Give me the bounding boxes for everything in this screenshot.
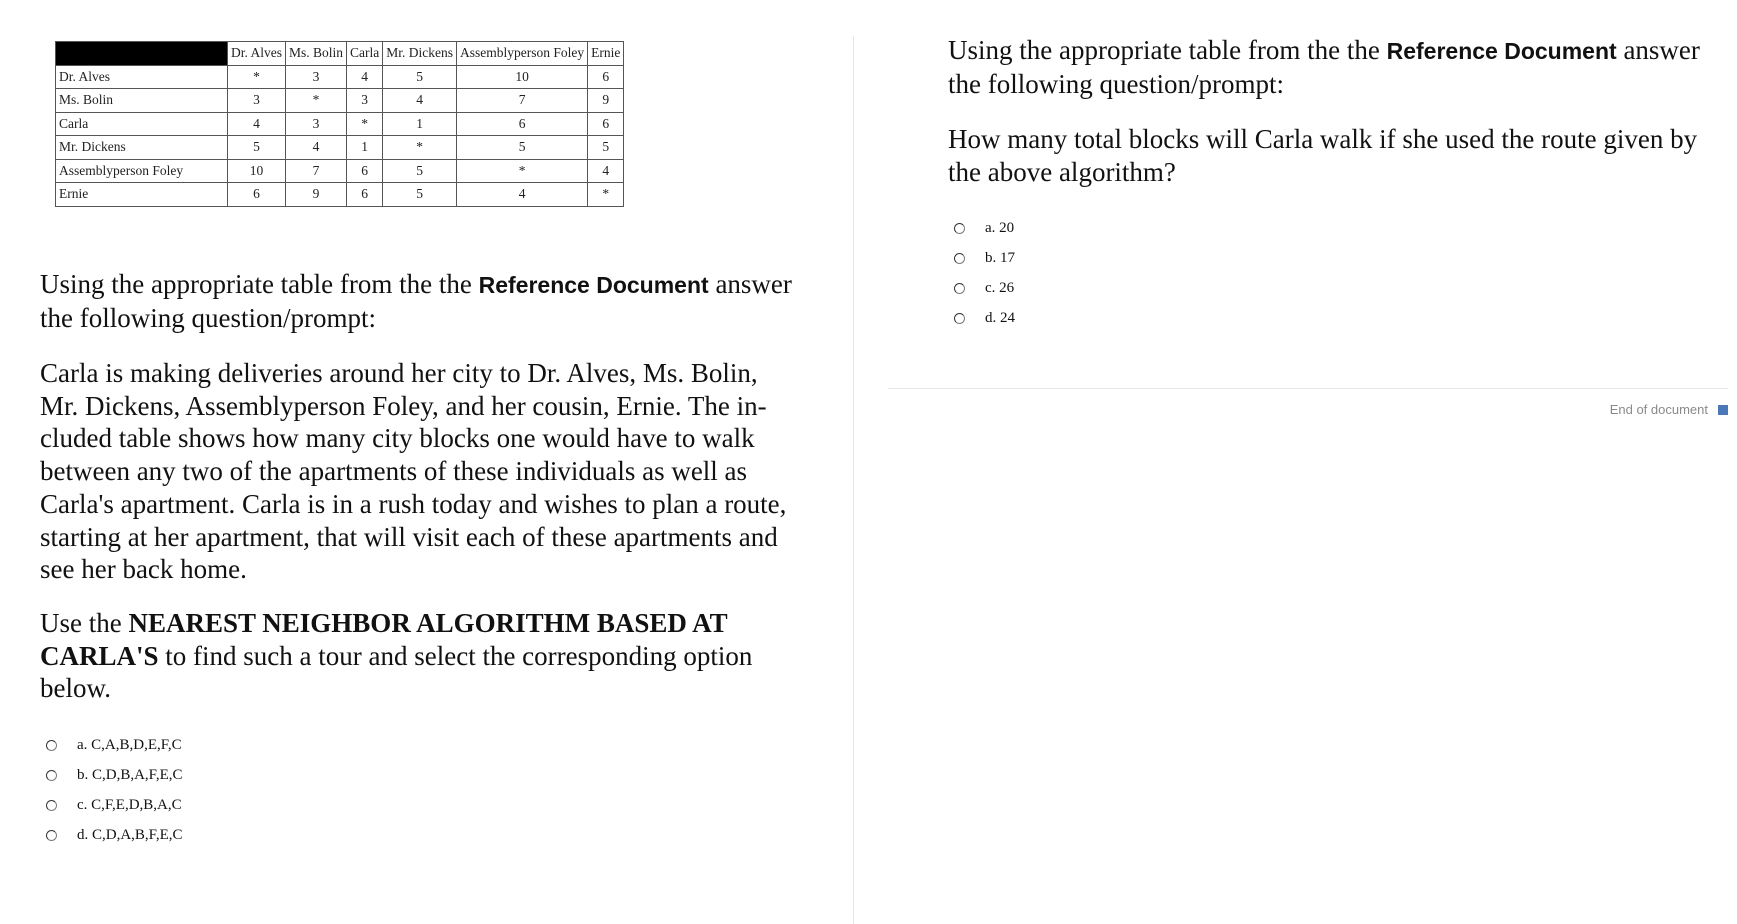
- table-cell: 4: [588, 159, 624, 183]
- table-row: [56, 183, 624, 207]
- prompt-text: Using the appropriate table from the the: [40, 269, 479, 299]
- section-divider: [888, 388, 1728, 389]
- table-cell: 4: [286, 136, 347, 160]
- row-label: Assemblyperson Foley: [56, 159, 228, 183]
- table-cell: 6: [347, 183, 383, 207]
- table-cell: 6: [228, 183, 286, 207]
- table-row: [56, 89, 624, 113]
- end-marker-icon: [1718, 405, 1728, 415]
- radio-button[interactable]: [46, 800, 57, 811]
- table-row: [56, 65, 624, 89]
- answer-option[interactable]: [954, 213, 1015, 243]
- option-label: b. 17: [985, 249, 1015, 266]
- table-cell: 10: [228, 159, 286, 183]
- option-label: c. 26: [985, 279, 1015, 296]
- row-label: Mr. Dickens: [56, 136, 228, 160]
- table-cell: 4: [347, 65, 383, 89]
- table-header: Mr. Dickens: [383, 42, 457, 66]
- table-row: [56, 112, 624, 136]
- table-cell: 4: [228, 112, 286, 136]
- left-options: [46, 730, 182, 850]
- prompt-text: Using the appropriate table from the the: [948, 35, 1387, 65]
- table-row: [56, 136, 624, 160]
- table-cell: 1: [383, 112, 457, 136]
- table-cell: *: [286, 89, 347, 113]
- table-cell: 7: [457, 89, 588, 113]
- option-label: c. C,F,E,D,B,A,C: [77, 796, 182, 813]
- table-cell: 10: [457, 65, 588, 89]
- answer-option[interactable]: [46, 760, 182, 790]
- option-label: b. C,D,B,A,F,E,C: [77, 766, 183, 783]
- question-line: Carla's apartment. Carla is in a rush today and wishes to plan a route,: [40, 488, 787, 519]
- table-cell: 1: [347, 136, 383, 160]
- left-prompt: [40, 268, 830, 335]
- row-label: Ernie: [56, 183, 228, 207]
- table-cell: 5: [383, 65, 457, 89]
- right-prompt: [948, 34, 1728, 101]
- row-label: Carla: [56, 112, 228, 136]
- prompt-text: answer the following question/prompt:: [948, 35, 1700, 99]
- table-cell: 5: [383, 183, 457, 207]
- option-label: a. C,A,B,D,E,F,C: [77, 736, 182, 753]
- column-divider: [853, 36, 854, 924]
- question-line: Mr. Dickens, Assemblyperson Foley, and her cousin, Ernie. The in-: [40, 390, 767, 421]
- question-line: starting at her apartment, that will visit each of these apartments and: [40, 521, 778, 552]
- table-header: Assemblyperson Foley: [457, 42, 588, 66]
- question-text: How many total blocks will Carla walk if she used the route given by the above algorithm?: [948, 124, 1698, 187]
- table-cell: *: [228, 65, 286, 89]
- radio-button[interactable]: [954, 253, 965, 264]
- table-cell: 3: [228, 89, 286, 113]
- table-cell: 6: [347, 159, 383, 183]
- instruction-text: Use the: [40, 608, 129, 638]
- table-cell: 9: [286, 183, 347, 207]
- table-cell: *: [347, 112, 383, 136]
- answer-option[interactable]: [954, 273, 1015, 303]
- right-options: [954, 213, 1015, 333]
- table-header: Ms. Bolin: [286, 42, 347, 66]
- table-header: Carla: [347, 42, 383, 66]
- row-label: Ms. Bolin: [56, 89, 228, 113]
- option-label: d. C,D,A,B,F,E,C: [77, 826, 183, 843]
- table-cell: 5: [457, 136, 588, 160]
- reference-document-label: Reference Document: [478, 272, 709, 298]
- option-label: d. 24: [985, 309, 1015, 326]
- table-cell: 6: [588, 65, 624, 89]
- end-of-document: [1610, 402, 1728, 417]
- table-cell: 5: [383, 159, 457, 183]
- table-header-row: [56, 42, 624, 66]
- question-line: cluded table shows how many city blocks one would have to walk: [40, 423, 755, 454]
- answer-option[interactable]: [46, 820, 182, 850]
- option-label: a. 20: [985, 219, 1015, 236]
- answer-option[interactable]: [954, 243, 1015, 273]
- right-question: [948, 123, 1728, 188]
- left-question: [40, 357, 840, 586]
- end-of-document-label: End of document: [1609, 402, 1708, 417]
- radio-button[interactable]: [954, 313, 965, 324]
- question-line: between any two of the apartments of these individuals as well as: [40, 456, 748, 487]
- table-corner-cell: [56, 42, 228, 66]
- radio-button[interactable]: [46, 770, 57, 781]
- table-cell: 6: [457, 112, 588, 136]
- table-cell: *: [383, 136, 457, 160]
- answer-option[interactable]: [954, 303, 1015, 333]
- table-cell: 4: [383, 89, 457, 113]
- table-cell: 7: [286, 159, 347, 183]
- radio-button[interactable]: [46, 740, 57, 751]
- table-cell: 5: [588, 136, 624, 160]
- table-cell: 5: [228, 136, 286, 160]
- row-label: Dr. Alves: [56, 65, 228, 89]
- table-cell: 9: [588, 89, 624, 113]
- table-cell: 6: [588, 112, 624, 136]
- table-cell: 3: [286, 65, 347, 89]
- table-header: Dr. Alves: [228, 42, 286, 66]
- table-cell: 3: [286, 112, 347, 136]
- reference-document-label: Reference Document: [1386, 38, 1617, 64]
- answer-option[interactable]: [46, 790, 182, 820]
- prompt-text: answer the following question/prompt:: [40, 269, 792, 333]
- table-row: [56, 159, 624, 183]
- table-cell: 4: [457, 183, 588, 207]
- instruction-bold: NEAREST NEIGHBOR ALGORITHM BASED AT CARLA'S: [40, 608, 728, 671]
- distance-table: [55, 41, 624, 207]
- radio-button[interactable]: [46, 830, 57, 841]
- table-cell: *: [588, 183, 624, 207]
- answer-option[interactable]: [46, 730, 182, 760]
- instruction-text: to find such a tour and select the corresponding option below.: [40, 640, 753, 704]
- left-instruction: [40, 607, 800, 705]
- table-header: Ernie: [588, 42, 624, 66]
- table-cell: *: [457, 159, 588, 183]
- question-line: Carla is making deliveries around her city to Dr. Alves, Ms. Bolin,: [40, 358, 758, 388]
- table-cell: 3: [347, 89, 383, 113]
- radio-button[interactable]: [954, 283, 965, 294]
- question-line: see her back home.: [40, 554, 247, 585]
- radio-button[interactable]: [954, 223, 965, 234]
